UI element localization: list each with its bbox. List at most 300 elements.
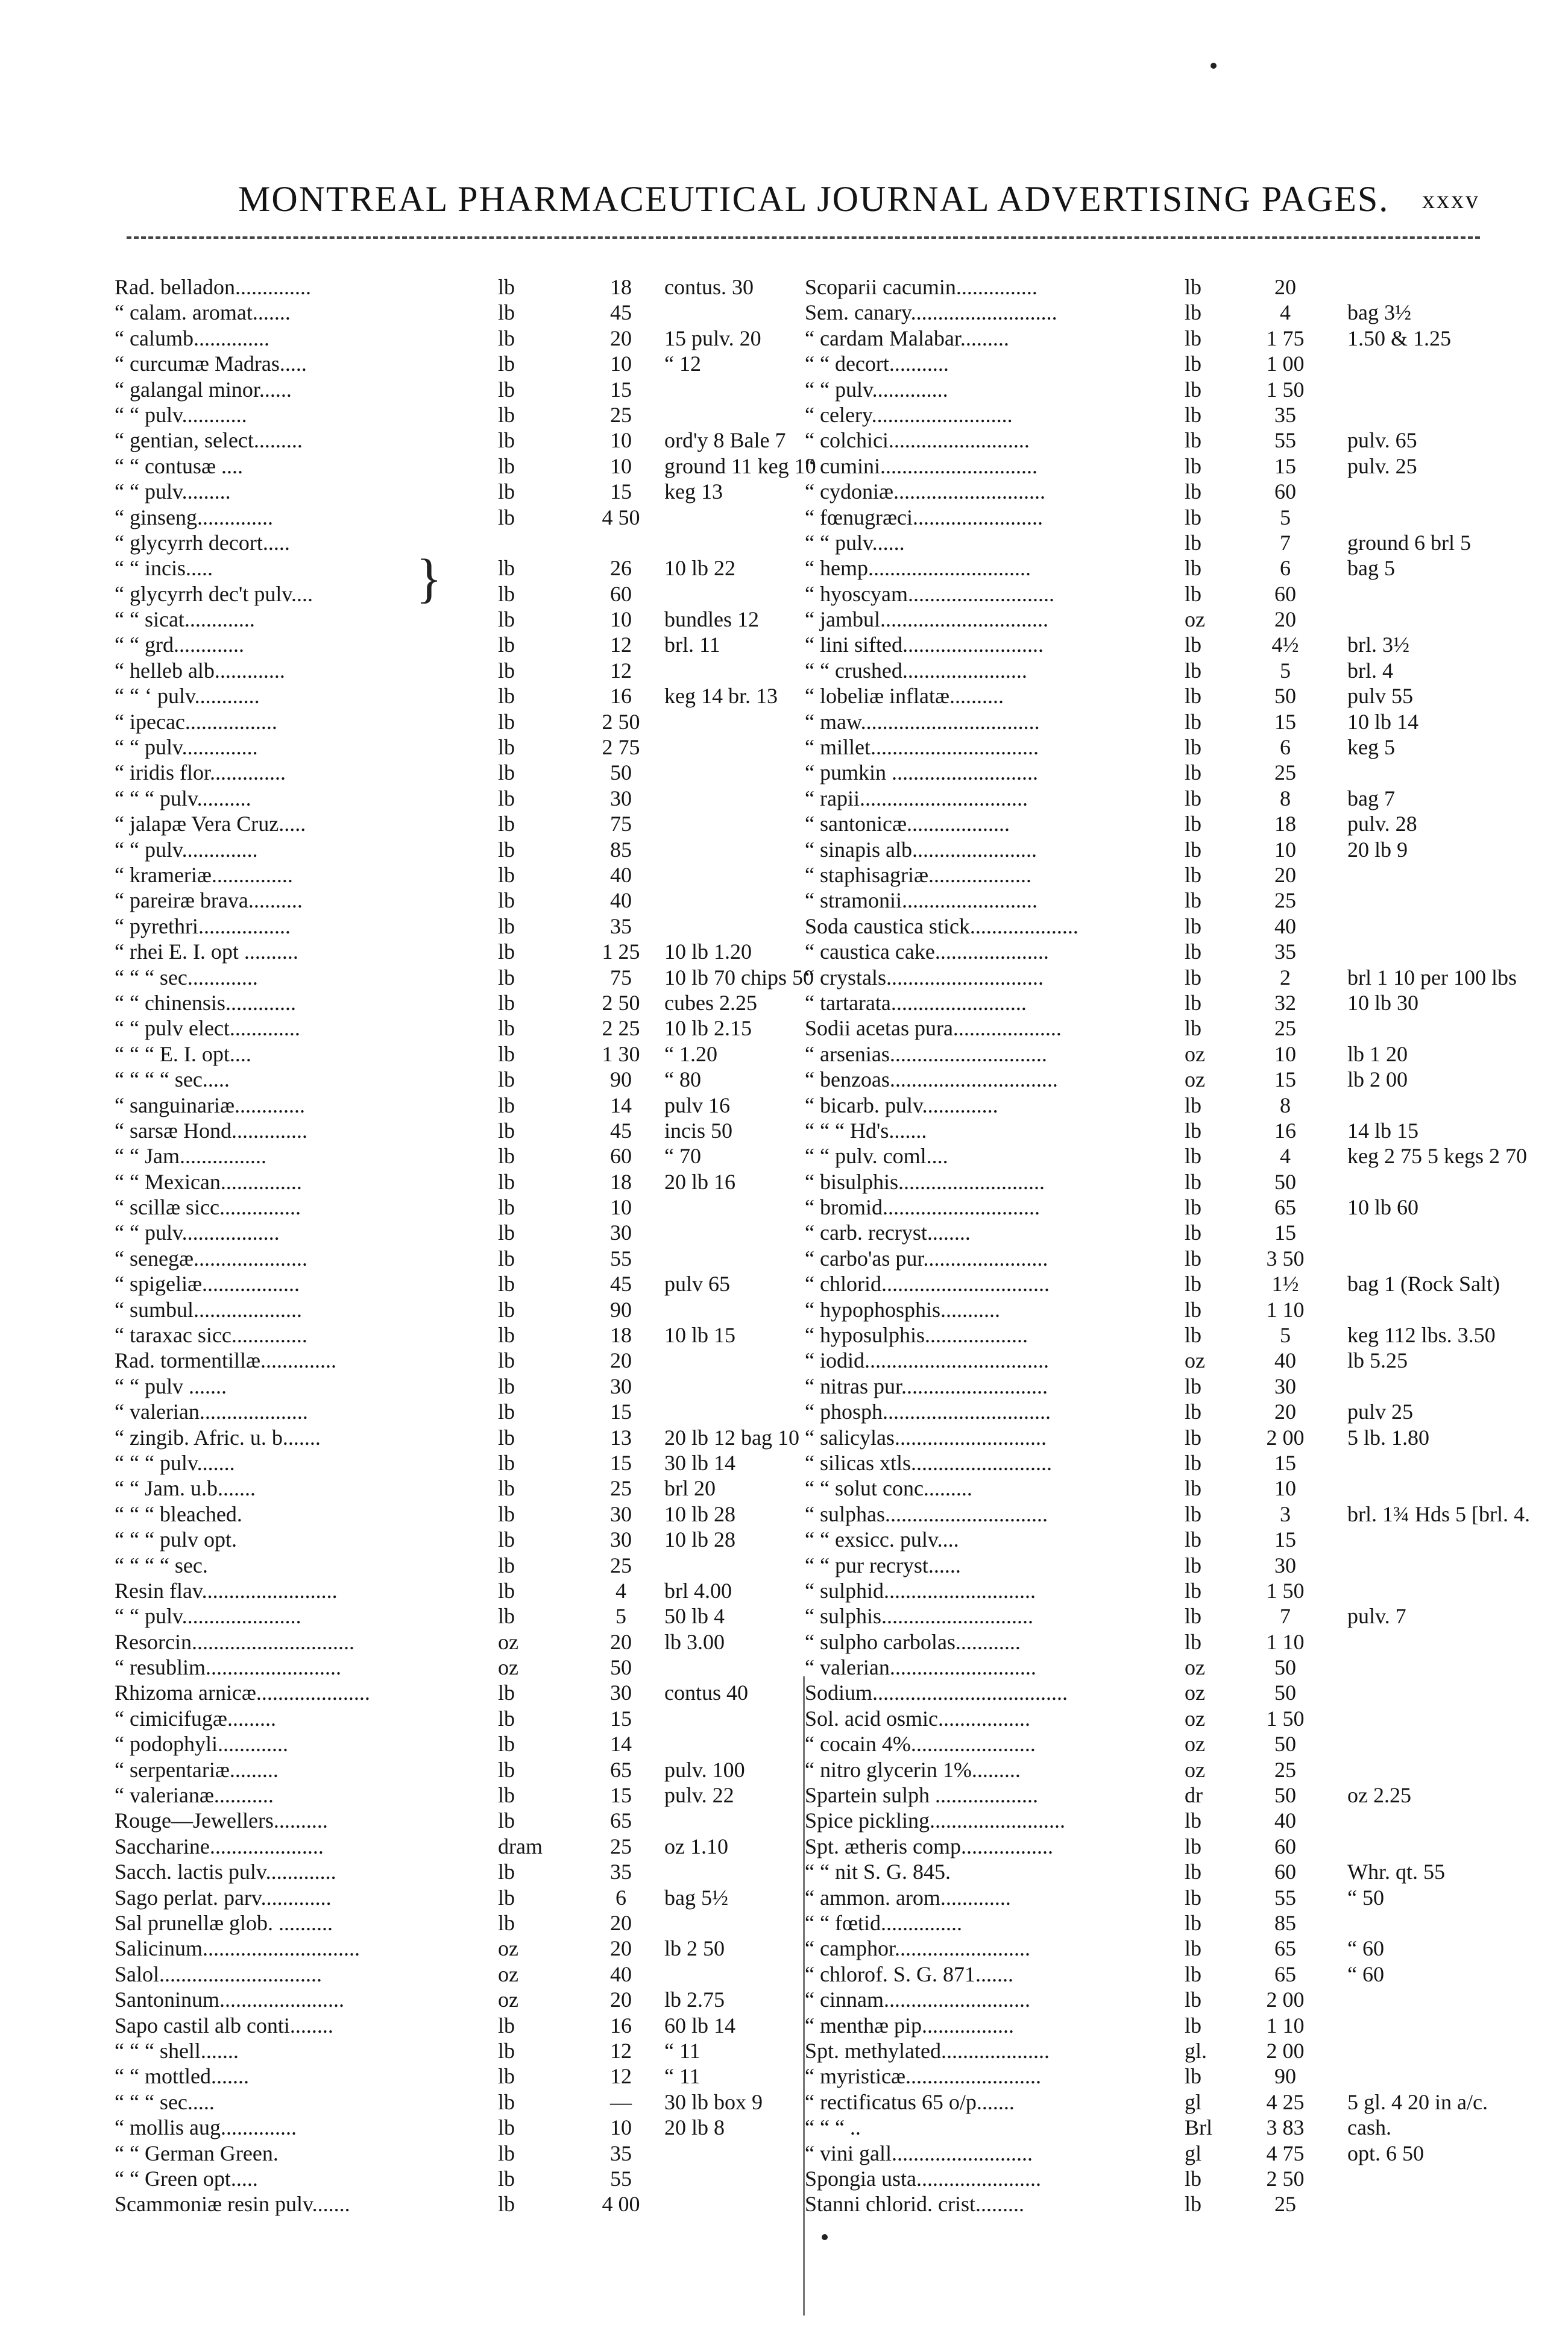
item-price: 20 — [610, 1629, 632, 1654]
price-row — [115, 1143, 802, 1169]
price-row — [115, 658, 802, 683]
item-unit: lb — [1185, 1553, 1202, 1577]
item-price: 7 — [1280, 530, 1291, 555]
price-row — [805, 1374, 1474, 1399]
item-price: 6 — [1280, 735, 1291, 760]
price-row — [115, 1425, 802, 1450]
item-unit: lb — [498, 2089, 515, 2114]
price-row — [115, 1220, 802, 1245]
item-price: 85 — [610, 837, 632, 862]
item-unit: lb — [498, 1246, 515, 1271]
item-price: 6 — [1280, 556, 1291, 581]
item-price: 16 — [610, 2013, 632, 2038]
item-price: 1 10 — [1266, 2013, 1305, 2038]
item-unit: oz — [498, 1962, 518, 1986]
item-name: “ “ pulv............ — [115, 402, 247, 427]
item-name: “ fœnugræci........................ — [805, 505, 1043, 529]
item-price: 2 — [1280, 965, 1291, 990]
item-price: 45 — [610, 1118, 632, 1143]
item-price: 7 — [1280, 1604, 1291, 1629]
item-note: 10 lb 14 — [1347, 709, 1419, 734]
item-unit: lb — [1185, 658, 1202, 683]
price-row — [805, 1425, 1474, 1450]
item-price: 30 — [1274, 1553, 1296, 1577]
price-row — [115, 377, 802, 402]
item-name: “ “ “ .. — [805, 2115, 861, 2140]
item-price: 20 — [610, 1936, 632, 1961]
item-note: “ 60 — [1347, 1936, 1384, 1961]
item-note: keg 112 lbs. 3.50 — [1347, 1323, 1496, 1348]
price-row — [805, 1169, 1474, 1195]
item-name: “ iodid.................................. — [805, 1348, 1049, 1373]
item-name: “ carbo'as pur....................... — [805, 1246, 1048, 1271]
item-name: “ “ ‘ pulv............ — [115, 684, 260, 709]
item-unit: lb — [498, 1374, 515, 1398]
item-unit: lb — [1185, 1808, 1202, 1833]
item-price: 30 — [610, 1501, 632, 1526]
item-unit: lb — [498, 1757, 515, 1782]
item-note: 50 lb 4 — [664, 1604, 725, 1629]
item-price: 5 — [616, 1604, 626, 1629]
item-unit: lb — [498, 1220, 515, 1245]
item-unit: lb — [1185, 760, 1202, 785]
item-price: 2 50 — [1266, 2166, 1305, 2191]
price-row — [805, 1603, 1474, 1629]
item-note: bag 5 — [1347, 556, 1395, 581]
item-price: 15 — [610, 377, 632, 402]
item-name: “ “ Green opt..... — [115, 2166, 258, 2191]
item-price: 30 — [610, 1681, 632, 1705]
item-unit: lb — [1185, 1272, 1202, 1296]
price-row — [115, 965, 814, 990]
item-price: 10 — [1274, 1041, 1296, 1066]
price-row — [805, 1553, 1474, 1578]
item-name: “ bromid............................. — [805, 1195, 1040, 1220]
item-note: bag 7 — [1347, 786, 1395, 810]
item-price: 35 — [610, 2141, 632, 2165]
item-note: 60 lb 14 — [664, 2013, 736, 2038]
item-name: “ “ “ “ sec..... — [115, 1067, 230, 1092]
item-unit: lb — [1185, 914, 1202, 938]
item-note: “ 60 — [1347, 1962, 1384, 1986]
item-price: 60 — [610, 581, 632, 606]
item-unit: oz — [1185, 607, 1205, 632]
item-name: “ “ pulv.............. — [115, 837, 258, 862]
item-name: “ vini gall.......................... — [805, 2141, 1033, 2165]
item-note: pulv. 100 — [664, 1757, 745, 1782]
item-name: “ valerian.................... — [115, 1400, 308, 1424]
price-row — [805, 1987, 1474, 2012]
price-row — [115, 607, 802, 632]
column-margin-line — [803, 1676, 805, 2316]
item-unit: lb — [498, 402, 515, 427]
item-name: “ millet............................... — [805, 735, 1039, 760]
item-price: 2 00 — [1266, 1987, 1305, 2012]
item-unit: lb — [1185, 1297, 1202, 1322]
item-unit: lb — [498, 2115, 515, 2140]
item-name: “ “ “ pulv....... — [115, 1450, 235, 1475]
item-price: 35 — [1274, 402, 1296, 427]
item-price: 12 — [610, 2038, 632, 2063]
item-note: oz 2.25 — [1347, 1783, 1411, 1808]
price-row — [115, 1067, 802, 1092]
item-name: “ pareiræ brava.......... — [115, 888, 303, 913]
item-note: 20 lb 16 — [664, 1169, 736, 1194]
item-price: 35 — [610, 914, 632, 938]
item-price: 4 — [1280, 1144, 1291, 1169]
item-unit: lb — [498, 760, 515, 785]
price-row — [805, 1450, 1474, 1476]
item-price: 20 — [610, 1348, 632, 1373]
item-unit: oz — [1185, 1706, 1205, 1731]
item-note: pulv. 22 — [664, 1783, 734, 1808]
item-name: Spongia usta....................... — [805, 2166, 1041, 2191]
item-price: 20 — [1274, 1400, 1296, 1424]
price-row — [115, 734, 802, 760]
price-row — [115, 1322, 802, 1348]
item-unit: lb — [1185, 1195, 1202, 1220]
item-unit: lb — [498, 1400, 515, 1424]
item-name: “ “ pulv.............. — [805, 377, 948, 402]
item-name: “ sulphis............................ — [805, 1604, 1034, 1629]
item-unit: lb — [498, 735, 515, 760]
price-row — [115, 2063, 802, 2089]
price-row — [805, 505, 1474, 530]
item-note: contus 40 — [664, 1681, 748, 1705]
item-unit: lb — [1185, 1374, 1202, 1398]
item-price: 1 50 — [1266, 377, 1305, 402]
price-row — [805, 2115, 1474, 2140]
item-name: Scammoniæ resin pulv....... — [115, 2192, 350, 2217]
item-note: pulv 65 — [664, 1272, 731, 1296]
item-unit: lb — [1185, 1987, 1202, 2012]
item-unit: lb — [498, 2141, 515, 2165]
item-note: pulv. 7 — [1347, 1604, 1406, 1629]
item-unit: lb — [1185, 1885, 1202, 1910]
item-name: “ santonicæ................... — [805, 812, 1010, 836]
item-price: 15 — [610, 1706, 632, 1731]
item-price: 90 — [610, 1067, 632, 1092]
item-unit: lb — [498, 453, 515, 478]
item-note: 10 lb 15 — [664, 1323, 736, 1348]
item-note: brl 20 — [664, 1476, 716, 1501]
item-note: “ 50 — [1347, 1885, 1384, 1910]
price-row — [805, 1118, 1474, 1143]
item-note: 1.50 & 1.25 — [1347, 326, 1452, 350]
item-price: 13 — [610, 1425, 632, 1450]
item-price: 75 — [610, 812, 632, 836]
item-unit: lb — [498, 2166, 515, 2191]
item-note: 10 lb 30 — [1347, 990, 1419, 1015]
item-price: 90 — [610, 1297, 632, 1322]
item-unit: lb — [498, 505, 515, 529]
item-price: 18 — [610, 275, 632, 299]
item-name: Salicinum............................. — [115, 1936, 360, 1961]
item-unit: oz — [1185, 1757, 1205, 1782]
item-unit: lb — [498, 1476, 515, 1501]
price-row — [805, 1578, 1474, 1603]
left-price-list — [115, 274, 816, 2217]
item-name: “ pumkin ........................... — [805, 760, 1038, 785]
item-name: “ cardam Malabar......... — [805, 326, 1009, 350]
price-row — [115, 1553, 802, 1578]
price-row — [115, 300, 802, 325]
price-row — [805, 786, 1474, 811]
item-unit: lb — [1185, 402, 1202, 427]
item-name: “ tartarata......................... — [805, 990, 1027, 1015]
item-price: 15 — [1274, 1220, 1296, 1245]
item-name: Spartein sulph ................... — [805, 1783, 1038, 1808]
price-row — [115, 1450, 802, 1476]
item-unit: lb — [498, 1016, 515, 1041]
item-name: “ “ “ E. I. opt.... — [115, 1041, 251, 1066]
item-name: Spt. methylated.................... — [805, 2038, 1050, 2063]
item-name: Rouge—Jewellers.......... — [115, 1808, 328, 1833]
item-price: 15 — [1274, 453, 1296, 478]
item-price: 10 — [610, 2115, 632, 2140]
item-price: 25 — [1274, 2192, 1296, 2217]
item-price: 10 — [610, 428, 632, 453]
item-name: Stanni chlorid. crist......... — [805, 2192, 1024, 2217]
item-unit: lb — [1185, 1911, 1202, 1935]
item-name: “ camphor......................... — [805, 1936, 1030, 1961]
price-row — [115, 402, 802, 428]
price-row — [115, 1655, 802, 1680]
item-unit: lb — [1185, 581, 1202, 606]
item-name: “ “ decort........... — [805, 352, 949, 376]
item-name: “ “ contusæ .... — [115, 453, 243, 478]
item-unit: lb — [1185, 1962, 1202, 1986]
item-price: 18 — [1274, 812, 1296, 836]
price-row — [115, 1476, 802, 1501]
item-name: “ phosph............................... — [805, 1400, 1051, 1424]
item-note: 5 lb. 1.80 — [1347, 1425, 1430, 1450]
price-row — [805, 965, 1517, 990]
item-note: 20 lb 9 — [1347, 837, 1408, 862]
price-row — [115, 683, 802, 709]
item-unit: lb — [1185, 1501, 1202, 1526]
item-price: 4 50 — [602, 505, 640, 529]
item-name: “ “ pulv.............. — [115, 735, 258, 760]
item-price: 2 00 — [1266, 1425, 1305, 1450]
item-unit: lb — [498, 607, 515, 632]
item-price: 4 — [616, 1578, 626, 1603]
item-price: 15 — [610, 1400, 632, 1424]
item-name: “ zingib. Afric. u. b....... — [115, 1425, 321, 1450]
item-name: “ cydoniæ............................ — [805, 479, 1045, 504]
item-name: Rad. tormentillæ.............. — [115, 1348, 336, 1373]
price-row — [805, 530, 1474, 555]
item-unit: lb — [1185, 2064, 1202, 2089]
price-row — [805, 274, 1474, 300]
item-name: “ “ “ sec..... — [115, 2089, 215, 2114]
item-unit: lb — [498, 1450, 515, 1475]
price-row — [805, 760, 1474, 785]
item-name: “ “ “ “ sec. — [115, 1553, 208, 1577]
price-row — [115, 2141, 802, 2166]
item-price: 3 — [1280, 1501, 1291, 1526]
price-row — [115, 811, 802, 836]
item-price: 60 — [1274, 479, 1296, 504]
item-price: 75 — [610, 965, 632, 990]
page-header — [238, 178, 1480, 227]
item-price: 60 — [610, 1144, 632, 1169]
item-name: “ hypophosphis........... — [805, 1297, 1000, 1322]
item-price: 40 — [1274, 914, 1296, 938]
item-unit: lb — [498, 1783, 515, 1808]
price-row — [805, 581, 1474, 607]
item-name: “ glycyrrh decort..... — [115, 530, 290, 555]
item-note: pulv 25 — [1347, 1400, 1414, 1424]
item-note: 14 lb 15 — [1347, 1118, 1419, 1143]
item-price: 2 50 — [602, 990, 640, 1015]
item-name: “ celery.......................... — [805, 402, 1013, 427]
item-price: 25 — [610, 1553, 632, 1577]
item-unit: gl — [1185, 2141, 1202, 2165]
price-row — [115, 326, 802, 351]
item-unit: lb — [1185, 786, 1202, 810]
price-row — [805, 1399, 1474, 1424]
item-price: 3 50 — [1266, 1246, 1305, 1271]
item-price: 26 — [610, 556, 632, 581]
item-note: 10 lb 22 — [664, 556, 736, 581]
item-name: “ “ crushed....................... — [805, 658, 1027, 683]
page-number: xxxv — [1422, 186, 1480, 214]
price-row — [805, 2013, 1474, 2038]
item-name: “ “ “ sec............. — [115, 965, 258, 990]
price-row — [805, 1015, 1474, 1041]
price-row — [805, 1527, 1474, 1552]
item-name: Spt. ætheris comp................. — [805, 1834, 1053, 1858]
item-name: “ “ “ shell....... — [115, 2038, 239, 2063]
item-price: 1 10 — [1266, 1629, 1305, 1654]
item-name: “ salicylas............................ — [805, 1425, 1047, 1450]
item-price: 18 — [610, 1169, 632, 1194]
price-row — [115, 939, 802, 964]
price-row — [115, 786, 802, 811]
item-note: brl. 4 — [1347, 658, 1393, 683]
item-price: 50 — [1274, 1783, 1296, 1808]
item-price: 20 — [1274, 607, 1296, 632]
item-price: 55 — [610, 1246, 632, 1271]
item-price: 20 — [610, 326, 632, 350]
item-note: pulv. 65 — [1347, 428, 1417, 453]
item-unit: lb — [1185, 1169, 1202, 1194]
item-price: 10 — [610, 1195, 632, 1220]
price-row — [805, 326, 1474, 351]
item-unit: lb — [498, 556, 515, 581]
item-name: “ “ pulv...... — [805, 530, 905, 555]
item-note: “ 11 — [664, 2064, 701, 2089]
item-note: “ 1.20 — [664, 1041, 717, 1066]
item-unit: lb — [498, 2192, 515, 2217]
price-row — [115, 1297, 802, 1322]
item-unit: lb — [1185, 300, 1202, 325]
price-row — [805, 658, 1474, 683]
item-price: 8 — [1280, 1093, 1291, 1117]
item-price: 85 — [1274, 1911, 1296, 1935]
item-unit: lb — [1185, 505, 1202, 529]
item-note: pulv. 25 — [1347, 453, 1417, 478]
item-price: 45 — [610, 300, 632, 325]
item-unit: lb — [498, 888, 515, 913]
price-row — [115, 914, 802, 939]
price-row — [115, 428, 802, 453]
price-row — [115, 1195, 802, 1220]
item-price: 50 — [1274, 1655, 1296, 1680]
item-unit: lb — [498, 581, 515, 606]
item-price: 10 — [610, 607, 632, 632]
price-row — [805, 709, 1474, 734]
item-name: “ serpentariæ......... — [115, 1757, 279, 1782]
item-unit: lb — [1185, 1527, 1202, 1552]
price-row — [805, 1782, 1474, 1808]
item-unit: dram — [498, 1834, 543, 1858]
item-price: 40 — [610, 1962, 632, 1986]
price-row — [805, 1808, 1474, 1833]
item-price: 2 75 — [602, 735, 640, 760]
item-unit: lb — [498, 2064, 515, 2089]
item-unit: lb — [1185, 1400, 1202, 1424]
item-note: keg 14 br. 13 — [664, 684, 778, 709]
price-row — [805, 1476, 1474, 1501]
item-name: “ “ chinensis............. — [115, 990, 296, 1015]
item-unit: oz — [1185, 1067, 1205, 1092]
price-row — [115, 1527, 802, 1552]
item-price: 25 — [1274, 1757, 1296, 1782]
price-row — [805, 1195, 1474, 1220]
price-row — [805, 1706, 1474, 1731]
item-unit: lb — [1185, 684, 1202, 709]
item-name: “ lini sifted.......................... — [805, 633, 1044, 657]
item-price: 8 — [1280, 786, 1291, 810]
item-unit: lb — [1185, 1834, 1202, 1858]
item-price: 4 — [1280, 300, 1291, 325]
price-row — [115, 1348, 802, 1373]
item-note: 10 lb 2.15 — [664, 1016, 752, 1041]
item-name: “ spigeliæ.................. — [115, 1272, 300, 1296]
item-price: 65 — [1274, 1936, 1296, 1961]
item-unit: lb — [498, 837, 515, 862]
item-price: 12 — [610, 2064, 632, 2089]
price-row — [115, 1936, 802, 1961]
item-note: pulv. 28 — [1347, 812, 1417, 836]
brace-glyph: } — [416, 549, 442, 608]
item-note: brl 1 10 per 100 lbs — [1347, 965, 1517, 990]
item-name: “ sulpho carbolas............ — [805, 1629, 1021, 1654]
item-name: Sacch. lactis pulv............. — [115, 1860, 336, 1884]
price-row — [115, 1731, 802, 1757]
item-name: “ krameriæ............... — [115, 862, 293, 887]
item-unit: lb — [498, 1578, 515, 1603]
item-name: “ iridis flor.............. — [115, 760, 286, 785]
price-row — [115, 1015, 802, 1041]
item-note: bag 5½ — [664, 1885, 728, 1910]
price-row — [805, 607, 1474, 632]
item-name: “ cocain 4%....................... — [805, 1732, 1036, 1757]
price-row — [115, 888, 802, 913]
price-row — [115, 1808, 802, 1833]
page-title: MONTREAL PHARMACEUTICAL JOURNAL ADVERTISING PAGES. — [238, 179, 1390, 219]
item-name: “ benzoas............................... — [805, 1067, 1058, 1092]
item-price: — — [610, 2089, 632, 2114]
price-row — [805, 1501, 1530, 1527]
item-unit: dr — [1185, 1783, 1203, 1808]
item-price: 55 — [1274, 1885, 1296, 1910]
item-note: brl. 11 — [664, 633, 720, 657]
item-note: brl 4.00 — [664, 1578, 732, 1603]
item-unit: lb — [498, 2038, 515, 2063]
